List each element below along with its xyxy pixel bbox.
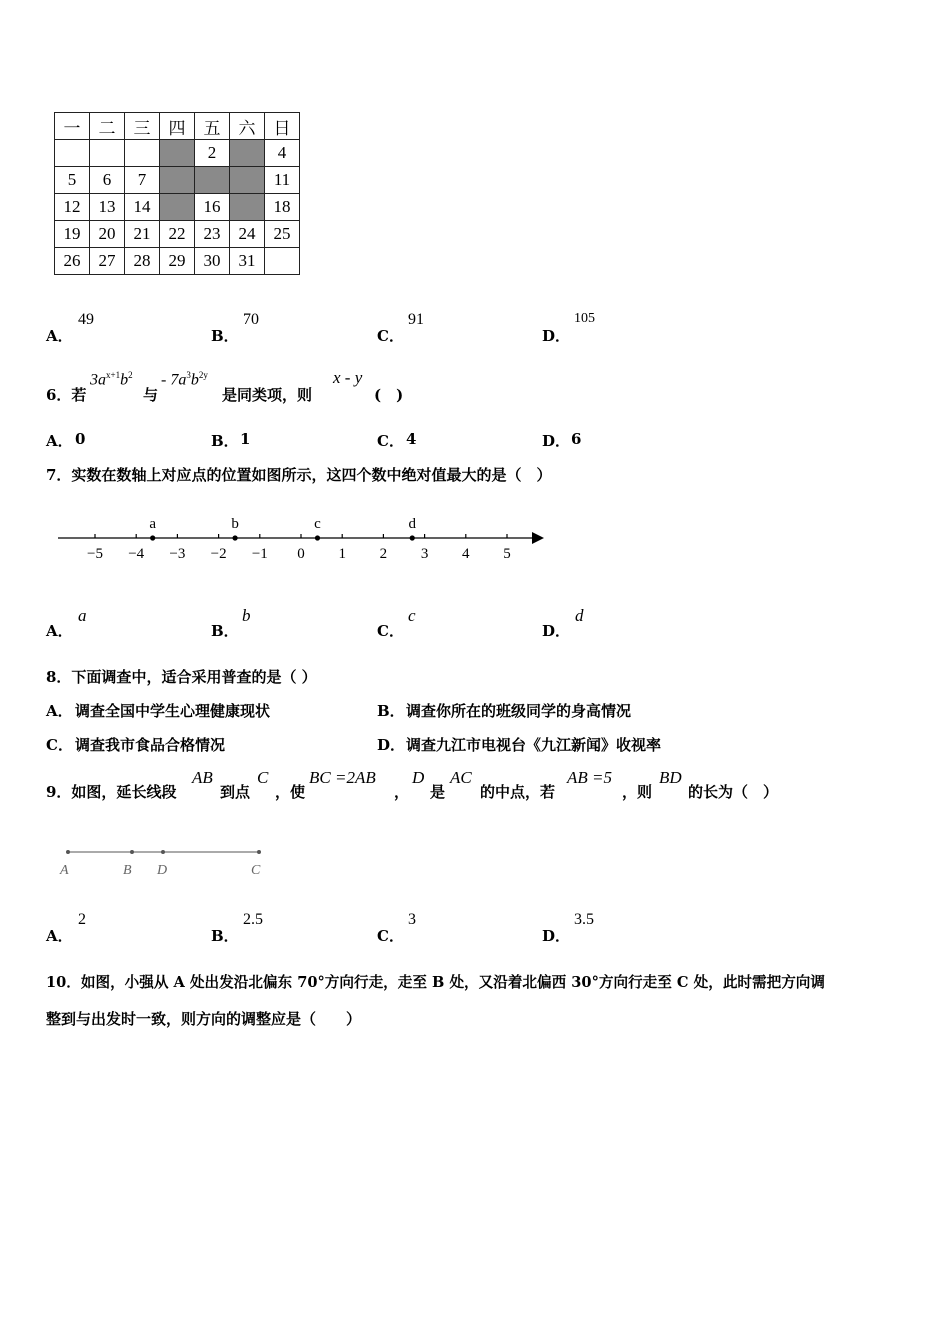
option-label: D． <box>542 327 571 345</box>
calendar-cell: 2 <box>195 140 230 167</box>
point-label: A <box>60 863 69 878</box>
calendar-cell: 25 <box>265 221 300 248</box>
option-value: b <box>242 606 251 625</box>
number-line-tick-label: −2 <box>210 546 227 562</box>
option-label: D． <box>377 736 406 754</box>
option-value: 49 <box>78 311 94 328</box>
number-line-tick-label: −5 <box>87 546 103 562</box>
calendar-header-cell: 一 <box>55 113 90 140</box>
option-value: 调查我市食品合格情况 <box>75 736 226 754</box>
calendar-cell: 5 <box>55 167 90 194</box>
number-line-point-label: c <box>314 516 321 532</box>
calendar-cell-shaded <box>160 194 195 221</box>
calendar-figure <box>54 112 300 275</box>
number-line-point <box>410 535 415 540</box>
math-bd: BD <box>659 768 682 787</box>
calendar-cell <box>55 140 90 167</box>
number-line-point <box>232 535 237 540</box>
question-text: ，则 <box>622 783 653 801</box>
option-value: c <box>408 606 416 625</box>
option-value: 4 <box>406 430 417 448</box>
number-line-tick-label: 0 <box>297 546 305 562</box>
point-c-dot <box>257 850 261 854</box>
calendar-cell-shaded <box>160 140 195 167</box>
question-text: 是同类项，则 <box>222 386 313 404</box>
calendar-cell: 20 <box>90 221 125 248</box>
calendar-cell: 21 <box>125 221 160 248</box>
question-text: ， <box>394 783 410 801</box>
arrow-head-icon <box>532 532 544 544</box>
calendar-header-cell: 三 <box>125 113 160 140</box>
calendar-header-cell: 日 <box>265 113 300 140</box>
number-line-point <box>150 535 155 540</box>
question-text: 7．实数在数轴上对应点的位置如图所示，这四个数中绝对值最大的是（ ） <box>46 466 552 484</box>
calendar-cell: 16 <box>195 194 230 221</box>
number-line-tick-label: 1 <box>338 546 346 562</box>
calendar-header-cell: 六 <box>230 113 265 140</box>
calendar-cell: 27 <box>90 248 125 275</box>
number-line-tick-label: −3 <box>169 546 186 562</box>
calendar-cell: 19 <box>55 221 90 248</box>
option-value: 0 <box>75 430 86 448</box>
segment-figure <box>55 842 275 882</box>
calendar-cell: 24 <box>230 221 265 248</box>
option-value: 调查你所在的班级同学的身高情况 <box>406 702 632 720</box>
calendar-cell-shaded <box>195 167 230 194</box>
question-text-line1: 10．如图，小强从 A 处出发沿北偏东 70°方向行走，走至 B 处，又沿着北偏西 30°方向行走至 C 处，此时需把方向调 <box>46 974 825 991</box>
question-text: 是 <box>430 783 446 801</box>
option-value: 调查全国中学生心理健康现状 <box>75 702 271 720</box>
number-line-point-label: a <box>149 516 157 532</box>
question-text: 的中点，若 <box>480 783 556 801</box>
option-label: B． <box>211 927 239 945</box>
option-value: a <box>78 606 87 625</box>
option-value: 3.5 <box>574 911 594 928</box>
option-value: 105 <box>574 311 595 326</box>
math-c: C <box>257 768 269 787</box>
calendar-header-cell: 五 <box>195 113 230 140</box>
question-text-line2: 整到与出发时一致，则方向的调整应是（ ） <box>46 1010 362 1028</box>
question-text: 与 <box>143 386 159 404</box>
math-ac: AC <box>450 768 472 787</box>
calendar-header-cell: 四 <box>160 113 195 140</box>
option-label: A． <box>46 702 73 720</box>
question-text: 到点 <box>220 783 251 801</box>
point-label: D <box>157 863 168 878</box>
calendar-cell: 14 <box>125 194 160 221</box>
point-b-dot <box>130 850 134 854</box>
calendar-cell: 12 <box>55 194 90 221</box>
calendar-cell: 31 <box>230 248 265 275</box>
answer-paren: ( ) <box>374 386 404 404</box>
point-d-dot <box>161 850 165 854</box>
calendar-cell <box>265 248 300 275</box>
number-line-point-label: b <box>231 516 239 532</box>
option-label: B． <box>211 432 239 450</box>
math-ab: AB <box>192 768 213 787</box>
number-line-tick-label: 3 <box>420 546 429 562</box>
math-eq1: BC =2AB <box>309 768 376 787</box>
calendar-header-cell: 二 <box>90 113 125 140</box>
option-label: C． <box>377 927 404 945</box>
term-1: $3a^{x+1}b^2$ <box>90 370 133 389</box>
option-label: C． <box>377 622 404 640</box>
calendar-cell-shaded <box>230 194 265 221</box>
option-value: d <box>575 606 584 625</box>
option-label: A． <box>46 622 73 640</box>
option-value: 2.5 <box>243 911 263 928</box>
point-label: B <box>123 863 132 878</box>
number-line-tick-label: 2 <box>379 546 388 562</box>
calendar-cell-shaded <box>230 140 265 167</box>
number-line-tick-label: −4 <box>128 546 145 562</box>
calendar-cell: 22 <box>160 221 195 248</box>
option-label: B． <box>377 702 405 720</box>
calendar-cell: 29 <box>160 248 195 275</box>
term-2: - $7a^3b^{2y}$ <box>161 370 208 389</box>
calendar-cell: 28 <box>125 248 160 275</box>
option-label: D． <box>542 622 571 640</box>
point-a-dot <box>66 850 70 854</box>
option-label: C． <box>377 327 404 345</box>
option-label: D． <box>542 432 571 450</box>
calendar-cell: 4 <box>265 140 300 167</box>
calendar-cell-shaded <box>160 167 195 194</box>
option-value: 调查九江市电视台《九江新闻》收视率 <box>406 736 662 754</box>
calendar-cell: 7 <box>125 167 160 194</box>
calendar-cell: 18 <box>265 194 300 221</box>
option-label: A． <box>46 927 73 945</box>
number-line-figure <box>50 508 550 564</box>
calendar-cell: 6 <box>90 167 125 194</box>
question-text: 9．如图，延长线段 <box>46 783 177 801</box>
calendar-cell: 30 <box>195 248 230 275</box>
option-value: 6 <box>571 430 582 448</box>
option-label: D． <box>542 927 571 945</box>
number-line-tick-label: 4 <box>462 546 470 562</box>
calendar-cell: 23 <box>195 221 230 248</box>
option-value: 1 <box>240 430 251 448</box>
calendar-cell-shaded <box>230 167 265 194</box>
calendar-cell: 26 <box>55 248 90 275</box>
question-text: ，使 <box>275 783 306 801</box>
option-value: 3 <box>408 911 416 928</box>
point-label: C <box>251 863 261 878</box>
option-label: C． <box>377 432 404 450</box>
number-line-point <box>315 535 320 540</box>
question-text: 的长为（ ） <box>688 783 779 801</box>
option-label: B． <box>211 327 239 345</box>
calendar-cell: 11 <box>265 167 300 194</box>
number-line-point-label: d <box>408 516 416 532</box>
option-label: C． <box>46 736 73 754</box>
number-line-tick-label: 5 <box>503 546 511 562</box>
question-text: 8．下面调查中，适合采用普查的是（ ） <box>46 668 317 686</box>
question-number: 6．若 <box>46 386 87 404</box>
calendar-cell <box>90 140 125 167</box>
math-d: D <box>412 768 425 787</box>
option-value: 70 <box>243 311 259 328</box>
option-value: 2 <box>78 911 86 928</box>
calendar-cell: 13 <box>90 194 125 221</box>
option-label: A． <box>46 432 73 450</box>
option-label: A． <box>46 327 73 345</box>
number-line-tick-label: −1 <box>251 546 268 562</box>
option-value: 91 <box>408 311 424 328</box>
calendar-cell <box>125 140 160 167</box>
expression: x - y <box>333 368 363 387</box>
math-eq2: AB =5 <box>567 768 612 787</box>
option-label: B． <box>211 622 239 640</box>
